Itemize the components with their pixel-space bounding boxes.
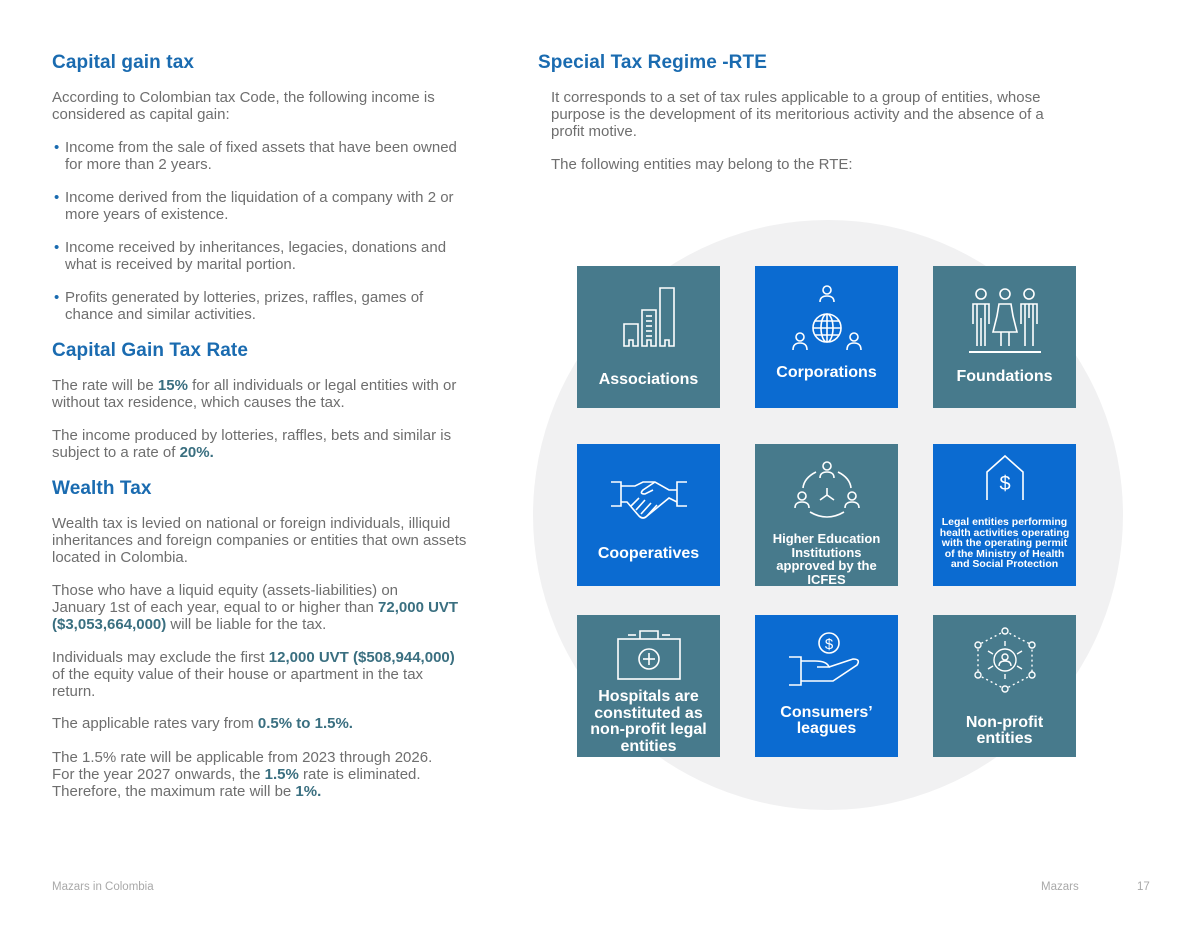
wealth-paragraph-2 [52,583,458,633]
text-line: what is received by marital portion. [65,255,296,273]
list-item [52,290,423,324]
highlight-value: 12,000 UVT ($508,944,000) [268,649,455,666]
text-line: The income produced by lotteries, raffles, bets and similar is [52,427,452,444]
text-line: leagues [796,720,857,737]
text-line: ICFES [807,571,846,587]
wealth-paragraph-3 [52,650,455,700]
highlight-value: 0.5% to 1.5%. [257,715,353,732]
people-group-icon [965,288,1045,354]
tile-corporations [755,266,898,408]
tile-consumers-leagues [755,615,898,757]
text: January 1st of each year, equal to or higher than [52,598,379,616]
text-line: considered as capital gain: [52,105,230,123]
text-line: • Profits generated by lotteries, prizes, raffles, games of [65,289,424,306]
text: for all individuals or legal entities with or [187,377,457,394]
text-line: According to Colombian tax Code, the following income is [52,89,435,106]
rte-paragraph-2: The following entities may belong to the RTE: [551,156,853,173]
highlight-value: 1.5% [264,765,299,783]
svg-text:$: $ [998,473,1011,495]
text-line: Legal entities performing [941,516,1068,528]
highlight-value: ($3,053,664,000) [52,615,167,633]
text-line: Wealth tax is levied on national or foreign individuals, illiquid [52,515,451,532]
highlight-value: 20%. [179,443,214,461]
text-line: Institutions [791,544,862,560]
tile-label [940,517,1070,570]
text: The rate will be [52,377,158,394]
tile-health-entities [933,444,1076,586]
tile-label: Foundations [956,368,1053,385]
text-line: entities [976,730,1033,747]
text-line: chance and similar activities. [65,305,256,323]
tile-non-profit [933,615,1076,757]
text-line: profit motive. [551,122,637,140]
tile-label: Corporations [776,364,877,381]
network-person-icon [970,627,1040,693]
capital-gain-heading: Capital gain tax [52,52,195,73]
footer-left-text: Mazars in Colombia [52,881,154,893]
text-line: The 1.5% rate will be applicable from 2023 through 2026. [52,749,433,766]
page-number: 17 [1137,881,1150,893]
text-line: • Income received by inheritances, legacies, donations and [65,239,447,256]
text-line: of the equity value of their house or apartment in the tax [52,665,424,683]
tile-label: Cooperatives [597,545,700,562]
text: Individuals may exclude the first [52,649,269,666]
hand-coin-icon [787,631,867,693]
text-line: • Income from the sale of fixed assets that have been owned [65,139,457,156]
text-line: of the Ministry of Health [944,547,1065,560]
capital-gain-intro [52,90,435,124]
house-dollar-icon [983,454,1027,502]
tile-higher-education [755,444,898,586]
text: subject to a rate of [52,443,180,461]
capital-gain-rate-heading: Capital Gain Tax Rate [52,340,249,361]
footer-brand: Mazars [1041,881,1079,893]
wealth-paragraph-1 [52,516,466,566]
highlight-value: 1%. [295,782,322,800]
text-line: Hospitals are [598,688,699,705]
text-line: inheritances and foreign companies or entities that own assets [52,531,467,549]
rte-heading: Special Tax Regime -RTE [538,52,767,73]
list-item [52,190,454,224]
buildings-icon [614,282,684,352]
text-line: without tax residence, which causes the tax. [52,393,345,411]
tile-associations [577,266,720,408]
text-line: for more than 2 years. [65,155,212,173]
tile-cooperatives [577,444,720,586]
text-line: approved by the [776,558,877,573]
text-line: purpose is the development of its meritorious activity and the absence of a [551,105,1044,123]
text-line: health activities operating [939,526,1070,539]
text-line: Consumers’ [780,704,873,721]
tile-label [590,689,706,755]
text-line: return. [52,682,96,700]
handshake-icon [609,476,689,524]
text-line: • Income derived from the liquidation of a company with 2 or [65,189,454,206]
education-network-icon [792,460,862,520]
text-line: more years of existence. [65,205,229,223]
wealth-paragraph-5 [52,750,432,800]
list-item [52,240,446,274]
text-line: with the operating permit [941,537,1068,549]
tile-label: Associations [598,371,699,388]
text-line: and Social Protection [950,558,1059,570]
tile-label [780,705,872,737]
wealth-paragraph-4 [52,716,353,733]
svg-text:$: $ [824,636,833,653]
text: will be liable for the tax. [166,615,327,633]
list-item [52,140,457,174]
text: The applicable rates vary from [52,715,258,732]
text-line: Non-profit [965,714,1044,731]
rate-paragraph-2 [52,428,451,462]
text-line: constituted as [594,704,703,722]
tile-foundations [933,266,1076,408]
text-line: It corresponds to a set of tax rules applicable to a group of entities, whose [551,89,1041,106]
tile-hospitals [577,615,720,757]
tile-label [966,715,1043,747]
text: Therefore, the maximum rate will be [52,782,296,800]
text-line: Those who have a liquid equity (assets-liabilities) on [52,582,399,599]
text: rate is eliminated. [298,765,421,783]
wealth-tax-heading: Wealth Tax [52,478,152,499]
tile-label [773,532,881,586]
globe-people-icon [789,284,865,356]
text: For the year 2027 onwards, the [52,765,265,783]
medical-kit-icon [614,627,684,683]
rte-paragraph-1 [551,90,1044,140]
text-line: entities [620,737,677,755]
text-line: non-profit legal [590,721,707,738]
rate-paragraph-1 [52,378,456,412]
text-line: located in Colombia. [52,548,188,566]
highlight-value: 72,000 UVT [378,598,459,616]
highlight-value: 15% [157,377,188,394]
text-line: Higher Education [772,531,881,546]
